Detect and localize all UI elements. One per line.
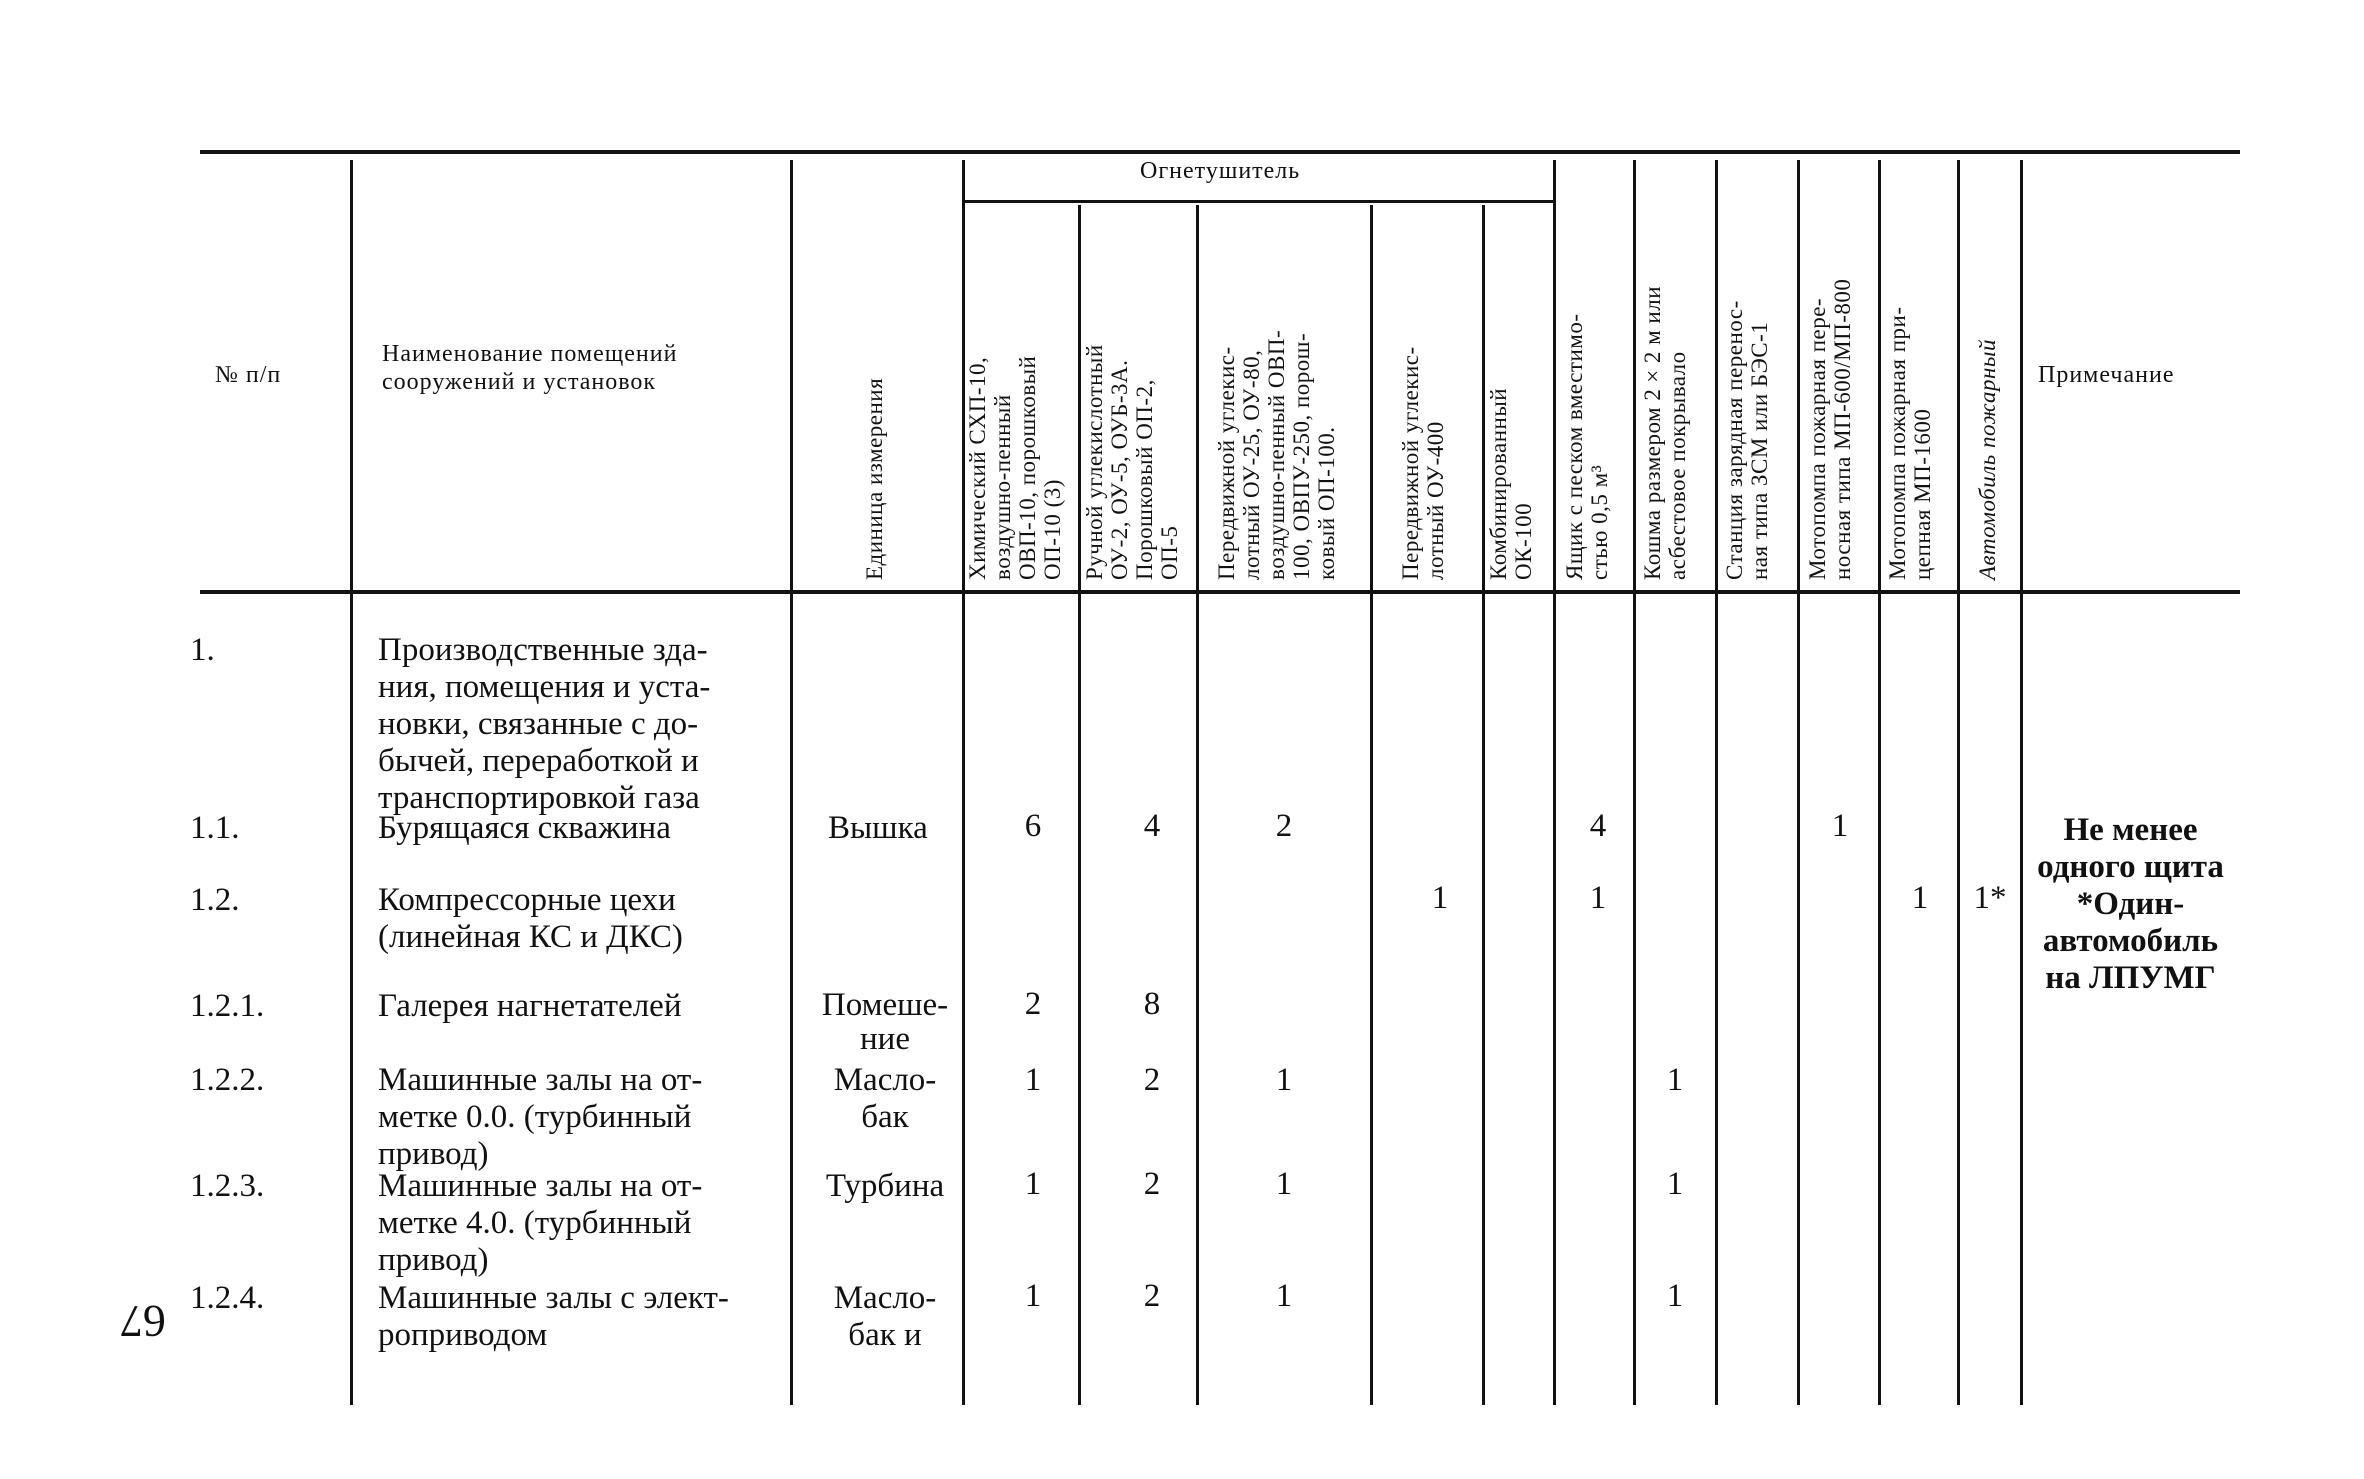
col-divider: [1633, 160, 1636, 1405]
header-ext-col-4: Передвижной углекис- лотный ОУ-400: [1398, 346, 1448, 580]
table-cell-value: 1: [1831, 808, 1849, 844]
col-divider: [1797, 160, 1800, 1405]
row-name: Компрессорные цехи (линейная КС и ДКС): [378, 882, 683, 955]
row-number: 1.2.4.: [190, 1280, 265, 1316]
table-cell-value: 1: [1024, 1278, 1042, 1314]
table-cell-value: 1: [1666, 1062, 1684, 1098]
row-name: Машинные залы на от- метке 0.0. (турбинный привод): [378, 1062, 703, 1172]
row-name: Галерея нагнетателей: [378, 988, 682, 1024]
table-cell-value: 4: [1143, 808, 1161, 844]
col-divider: [1553, 160, 1556, 1405]
table-cell-value: 1: [1589, 880, 1607, 916]
header-bottom-rule: [200, 590, 2240, 594]
table-cell-value: 1: [1024, 1062, 1042, 1098]
row-number: 1.2.1.: [190, 988, 265, 1024]
table-cell-value: 1: [1666, 1166, 1684, 1202]
table-cell-value: 6: [1024, 808, 1042, 844]
row-name: Бурящаяся скважина: [378, 810, 671, 846]
table-cell-value: 4: [1589, 808, 1607, 844]
table-cell-value: 1: [1666, 1278, 1684, 1314]
table-cell-value: 2: [1143, 1166, 1161, 1202]
header-name: Наименование помещений сооружений и установок: [382, 341, 678, 395]
row-number: 1.1.: [190, 810, 240, 846]
header-number: № п/п: [215, 362, 282, 388]
row-unit: Вышка: [828, 810, 928, 846]
header-unit: Единица измерения: [862, 377, 887, 580]
table-cell-value: 1: [1911, 880, 1929, 916]
row-number: 1.2.3.: [190, 1168, 265, 1204]
col-divider: [1957, 160, 1960, 1405]
page-number: 67: [120, 1296, 166, 1347]
table-top-rule: [200, 150, 2240, 154]
row-number: 1.2.2.: [190, 1062, 265, 1098]
header-note: Примечание: [2038, 362, 2175, 388]
note-text: Не менее одного щита *Один- автомобиль на ЛПУМГ: [2037, 812, 2224, 996]
row-name: Машинные залы на от- метке 4.0. (турбинный привод): [378, 1168, 703, 1278]
group-rule: [963, 200, 1553, 203]
header-ext-col-1: Химический СХП-10, воздушно-пенный ОВП-10, порошковый ОП-10 (3): [965, 355, 1065, 580]
table-cell-value: 2: [1143, 1062, 1161, 1098]
header-fire-truck: Автомобиль пожарный: [1975, 339, 2000, 580]
table-cell-value: 1: [1024, 1166, 1042, 1202]
header-ext-col-5: Комбинированный ОК-100: [1486, 387, 1536, 580]
col-divider: [1715, 160, 1718, 1405]
table-cell-value: 1*: [1973, 880, 2007, 916]
table-cell-value: 1: [1275, 1278, 1293, 1314]
table-cell-value: 2: [1024, 986, 1042, 1022]
row-name: Производственные зда- ния, помещения и уста- новки, связанные с до- бычей, переработкой и транспортировкой газа: [378, 632, 711, 816]
row-unit: Помеше- ние: [821, 987, 949, 1057]
col-divider: [2020, 160, 2023, 1405]
header-blanket: Кошма размером 2×2 м или асбестовое покрывало: [1640, 285, 1690, 580]
table-cell-value: 1: [1275, 1062, 1293, 1098]
col-divider: [1370, 205, 1373, 1405]
col-divider: [790, 160, 793, 1405]
table-cell-value: 2: [1143, 1278, 1161, 1314]
table-cell-value: 2: [1275, 808, 1293, 844]
col-divider: [1078, 205, 1081, 1405]
header-ext-col-3: Передвижной углекис- лотный ОУ-25, ОУ-80, воздушно-пенный ОВП- 100, ОВПУ-250, порош- ковый ОП-100.: [1214, 329, 1339, 580]
header-extinguisher-group: Огнетушитель: [1140, 158, 1301, 184]
header-ext-col-2: Ручной углекислотный ОУ-2, ОУ-5, ОУБ-3А. Порошковый ОП-2, ОП-5: [1082, 344, 1182, 580]
row-name: Машинные залы с элект- роприводом: [378, 1280, 729, 1353]
row-unit: Масло- бак: [833, 1062, 937, 1135]
col-divider: [1878, 160, 1881, 1405]
col-divider: [1196, 205, 1199, 1405]
header-sand-box: Ящик с песком вместимо- стью 0,5 м³: [1562, 313, 1612, 580]
header-portable-pump: Мотопомпа пожарная пере- носная типа МП-600/МП-800: [1805, 278, 1855, 580]
row-unit: Масло- бак и: [833, 1280, 937, 1353]
row-unit: Турбина: [825, 1168, 945, 1204]
col-divider: [1482, 205, 1485, 1405]
header-trailer-pump: Мотопомпа пожарная при- цепная МП-1600: [1885, 306, 1935, 580]
row-number: 1.2.: [190, 882, 240, 918]
table-cell-value: 8: [1143, 986, 1161, 1022]
row-number: 1.: [190, 632, 215, 668]
table-cell-value: 1: [1431, 880, 1449, 916]
header-charging-station: Станция зарядная перенос- ная типа ЗСМ или БЭС-1: [1722, 300, 1772, 580]
table-cell-value: 1: [1275, 1166, 1293, 1202]
col-divider: [350, 160, 353, 1405]
